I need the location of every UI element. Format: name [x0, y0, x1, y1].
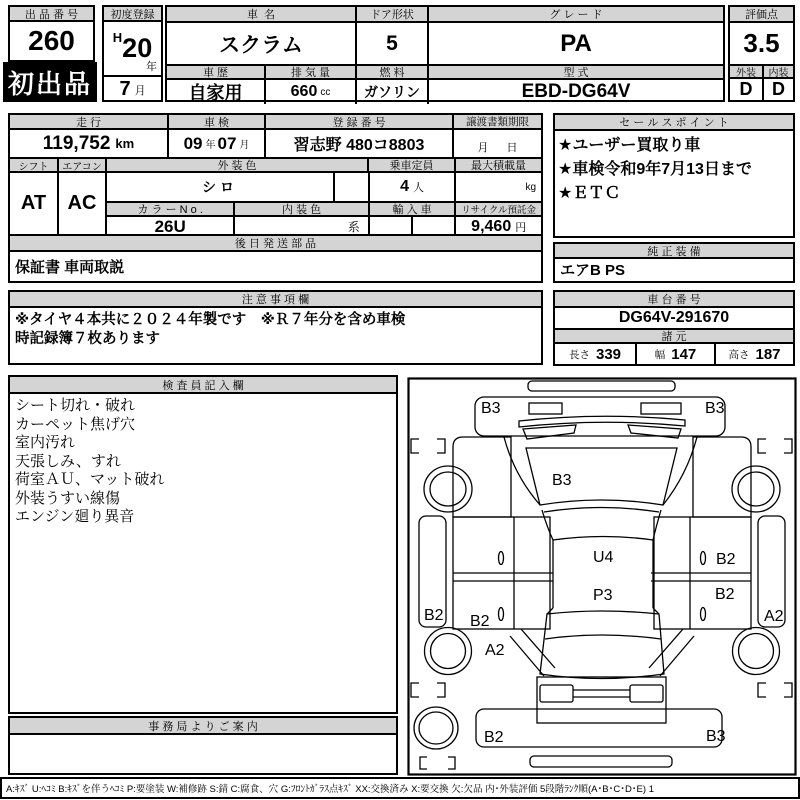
- chassis-no-label: 車 台 番 号: [555, 292, 793, 306]
- d-pillar-left-2: [521, 629, 555, 668]
- bracket-mark: [758, 683, 766, 697]
- body-color-value: シロ: [201, 179, 238, 195]
- registration-value: 習志野 480コ8803: [264, 130, 452, 157]
- office-info-box: [8, 716, 398, 775]
- displacement-unit: cc: [320, 86, 331, 98]
- inspection-year: 09: [183, 133, 203, 153]
- score-box: [728, 5, 795, 102]
- later-parts-label: 後 日 発 送 部 品: [10, 236, 541, 250]
- damage-code: U4: [593, 549, 614, 566]
- doors-value: 5: [355, 23, 427, 64]
- lot-number-value: 260: [28, 25, 75, 56]
- vehicle-diagram-box: [407, 377, 797, 776]
- d-pillar-right-1: [660, 636, 694, 676]
- bracket-mark: [411, 683, 419, 697]
- damage-code: B3: [481, 400, 501, 417]
- mileage-number: 119,752: [42, 132, 111, 154]
- era-year: 20: [122, 33, 153, 63]
- chassis-no-value: DG64V-291670: [618, 309, 730, 326]
- history-label: 車 歴: [167, 66, 264, 78]
- score-value: 3.5: [743, 28, 780, 58]
- transfer-month-unit: 月: [477, 142, 489, 154]
- wiper-left: [523, 425, 576, 439]
- inspector-line: 荷室ＡＵ、マット破れ: [15, 471, 165, 488]
- sales-point-line: ★車検令和9年7月13日まで: [558, 161, 752, 178]
- wheel-front-left-inner: [430, 472, 466, 506]
- oem-equipment-label: 純 正 装 備: [555, 244, 793, 259]
- rear-window-inner-arc: [545, 635, 661, 639]
- exterior-grade-label: 外装: [730, 66, 762, 77]
- first-registration-month: [104, 77, 161, 102]
- car-name-value: スクラム: [219, 33, 303, 57]
- era-letter: H: [112, 30, 123, 45]
- wheel-rear-right-inner: [739, 634, 774, 669]
- aircon-label: エアコン: [57, 159, 105, 171]
- damage-code: P3: [593, 587, 613, 604]
- front-vent-right: [641, 403, 681, 414]
- inspector-line: 室内汚れ: [15, 434, 76, 451]
- a-pillar-left: [504, 437, 540, 505]
- history-value: 自家用: [188, 83, 243, 103]
- first-registration-year: [104, 22, 161, 77]
- inspector-line: エンジン廻り異音: [15, 508, 135, 525]
- rear-window-top-arc: [547, 611, 659, 614]
- recycle-number: 9,460: [471, 217, 512, 234]
- wheel-front-right: [732, 466, 780, 512]
- front-bumper: [528, 381, 675, 391]
- doors-label: ドア形状: [355, 7, 427, 21]
- bracket-mark: [437, 439, 445, 453]
- damage-code: A2: [764, 608, 784, 625]
- bracket-mark: [411, 439, 419, 453]
- first-registration-label: 初度登録: [104, 7, 161, 22]
- color-no-label: カ ラ ー N o .: [107, 203, 233, 215]
- damage-code: B2: [424, 607, 444, 624]
- first-listing-badge: 初出品: [3, 62, 97, 102]
- spec-width-value: 147: [671, 345, 697, 363]
- sales-point-line: ★ユーザー買取り車: [558, 137, 701, 154]
- inspector-line: シート切れ・破れ: [15, 397, 136, 414]
- score-label: 評価点: [730, 7, 793, 21]
- windshield: [526, 448, 677, 505]
- inspector-line: カーペット焦げ穴: [15, 415, 136, 433]
- capacity-unit: 人: [413, 182, 425, 194]
- wheel-rear-right: [733, 628, 780, 675]
- month-unit: 月: [134, 84, 146, 97]
- bracket-mark: [784, 439, 792, 453]
- spare-tire: [414, 707, 458, 749]
- inspector-notes-box: [8, 375, 398, 714]
- damage-code: B2: [484, 729, 504, 746]
- import-car-cell-1: [368, 217, 411, 234]
- note-line: 時記録簿７枚あります: [15, 331, 160, 347]
- fuel-value: ガソリン: [355, 80, 427, 104]
- grade-value: PA: [427, 23, 723, 64]
- interior-grade-label: 内装: [762, 66, 793, 77]
- color-capacity-subtable: [105, 173, 541, 234]
- registration-label: 登 録 番 号: [264, 115, 452, 128]
- vehicle-detail-table: [8, 113, 543, 283]
- interior-color-label: 内 装 色: [233, 203, 367, 215]
- spec-height-value: 187: [755, 345, 781, 363]
- rear-panel: [476, 709, 722, 747]
- tail-light-left: [540, 685, 573, 702]
- import-car-cell-2: [411, 217, 455, 234]
- oem-equipment-value: エアB PS: [560, 261, 626, 279]
- fuel-label: 燃 料: [355, 66, 427, 78]
- door-handle-left-2: [499, 608, 504, 621]
- damage-code: B2: [470, 613, 490, 630]
- spare-tire-inner: [419, 712, 453, 744]
- body-color-extra-cell: [333, 173, 368, 201]
- bracket-mark: [420, 757, 427, 769]
- wheel-rear-left-inner: [431, 634, 466, 669]
- bracket-mark: [437, 683, 445, 697]
- sales-points-label: セ ー ル ス ポ イ ン ト: [555, 115, 793, 131]
- wheel-front-left: [424, 466, 472, 512]
- notes-box: [8, 290, 543, 365]
- recycle-label: リサイクル預託金: [454, 203, 541, 215]
- inspection-month-unit: 月: [239, 140, 250, 151]
- spec-height: [714, 344, 793, 364]
- mileage-label: 走 行: [10, 115, 167, 128]
- bracket-mark: [758, 439, 766, 453]
- max-load-label: 最大積載量: [454, 159, 541, 171]
- body-color-label: 外 装 色: [105, 159, 367, 171]
- lot-number-label: 出 品 番 号: [10, 7, 93, 22]
- month-value: 7: [119, 78, 131, 100]
- door-handle-right-1: [701, 552, 706, 565]
- interior-color-value: 系: [233, 217, 367, 234]
- note-line: ※タイヤ４本共に２０２４年製です ※Ｒ７年分を含め車検: [15, 312, 406, 328]
- sales-points-content: [555, 131, 793, 209]
- chassis-box: [553, 290, 795, 366]
- inspector-notes-label: 検 査 員 記 入 欄: [10, 377, 396, 394]
- a-pillar-right: [663, 437, 697, 505]
- inspection-month: 07: [217, 133, 237, 153]
- year-unit: 年: [146, 61, 157, 73]
- rear-bumper: [530, 756, 672, 767]
- spec-length-value: 339: [595, 345, 622, 363]
- inspector-line: 天張しみ、すれ: [15, 452, 121, 470]
- bracket-mark: [784, 683, 792, 697]
- later-parts-value: 保証書 車両取説: [15, 259, 125, 276]
- d-pillar-left-1: [510, 636, 544, 676]
- recycle-value: [454, 217, 541, 234]
- mileage-value: [10, 130, 167, 157]
- spec-width: [635, 344, 714, 364]
- damage-code: B2: [715, 586, 735, 603]
- fender-left: [453, 437, 511, 517]
- legend-bar: A:ｷｽﾞ U:ﾍｺﾐ B:ｷｽﾞを伴うﾍｺﾐ P:要塗装 W:補修跡 S:錆 C:腐食、穴 G:ﾌﾛﾝﾄｶﾞﾗｽ点ｷｽﾞ XX:交換済み X:要交換 欠:欠品 内･外装評価 5段階ﾗﾝｸ順(A･B･C･D･E) 1: [0, 777, 800, 799]
- rear-window: [540, 608, 664, 679]
- capacity-label: 乗車定員: [367, 159, 454, 171]
- car-name-label: 車 名: [167, 7, 355, 21]
- exterior-grade-value: D: [739, 79, 753, 99]
- inspector-notes-content: [10, 394, 396, 530]
- color-no-value: 26U: [154, 217, 186, 234]
- roof-front-edge: [553, 537, 653, 541]
- damage-code: B3: [705, 400, 725, 417]
- displacement-label: 排 気 量: [264, 66, 355, 78]
- tail-light-right: [630, 685, 663, 702]
- notes-content: [10, 308, 541, 352]
- inspection-year-unit: 年: [205, 140, 216, 151]
- damage-code: B3: [552, 472, 572, 489]
- spec-width-label: 幅: [654, 348, 666, 361]
- first-registration-box: [102, 5, 163, 102]
- cowl-band: [519, 416, 685, 427]
- lot-number-box: [8, 5, 95, 62]
- transfer-docs-label: 譲渡書類期限: [452, 115, 541, 128]
- fender-right: [693, 437, 751, 517]
- wheel-rear-left: [425, 628, 472, 675]
- sales-point-line: ★ＥＴＣ: [558, 185, 621, 202]
- transfer-day-unit: 日: [506, 142, 518, 154]
- mileage-unit: km: [115, 136, 135, 151]
- wheel-front-right-inner: [738, 472, 774, 506]
- capacity-value: [368, 173, 455, 201]
- sales-points-box: [553, 113, 795, 238]
- shift-label: シフト: [10, 159, 57, 171]
- spec-length-label: 長さ: [568, 348, 590, 361]
- vehicle-header-table: [165, 5, 725, 102]
- d-pillar-right-2: [649, 629, 683, 668]
- connector-left: [542, 510, 553, 540]
- max-load-value: kg: [454, 173, 541, 201]
- displacement-number: 660: [290, 83, 318, 100]
- grade-label: グ レ ー ド: [427, 7, 723, 21]
- interior-grade-value: D: [762, 79, 793, 100]
- oem-equipment-box: [553, 242, 795, 283]
- office-info-label: 事 務 局 よ り ご 案 内: [10, 718, 396, 735]
- shift-value: AT: [20, 192, 47, 214]
- specs-label: 諸 元: [555, 330, 793, 342]
- notes-label: 注 意 事 項 欄: [10, 292, 541, 308]
- spec-length: [555, 344, 635, 364]
- damage-code: B2: [716, 551, 736, 568]
- inspection-value: [167, 130, 264, 157]
- door-handle-right-2: [701, 608, 706, 621]
- inspector-line: 外装うすい線傷: [15, 489, 121, 507]
- transfer-docs-value: [452, 130, 541, 157]
- bracket-mark: [448, 757, 455, 769]
- aircon-value: AC: [57, 173, 105, 234]
- tailgate: [537, 677, 666, 723]
- vehicle-diagram: [407, 377, 797, 776]
- recycle-unit: 円: [515, 221, 527, 234]
- damage-code: A2: [485, 642, 505, 659]
- spec-height-label: 高さ: [728, 348, 750, 361]
- model-code-value: EBD-DG64V: [427, 80, 723, 104]
- model-code-label: 型 式: [427, 66, 723, 78]
- door-handle-left-1: [499, 552, 504, 565]
- import-car-label: 輸 入 車: [368, 203, 455, 215]
- front-vent-left: [529, 403, 562, 414]
- windshield-lower-arc: [544, 508, 659, 513]
- displacement-value: [264, 80, 355, 104]
- damage-code: B3: [706, 728, 726, 745]
- diagram-border: [409, 379, 796, 775]
- capacity-number: 4: [400, 178, 410, 195]
- inspection-label: 車 検: [167, 115, 264, 128]
